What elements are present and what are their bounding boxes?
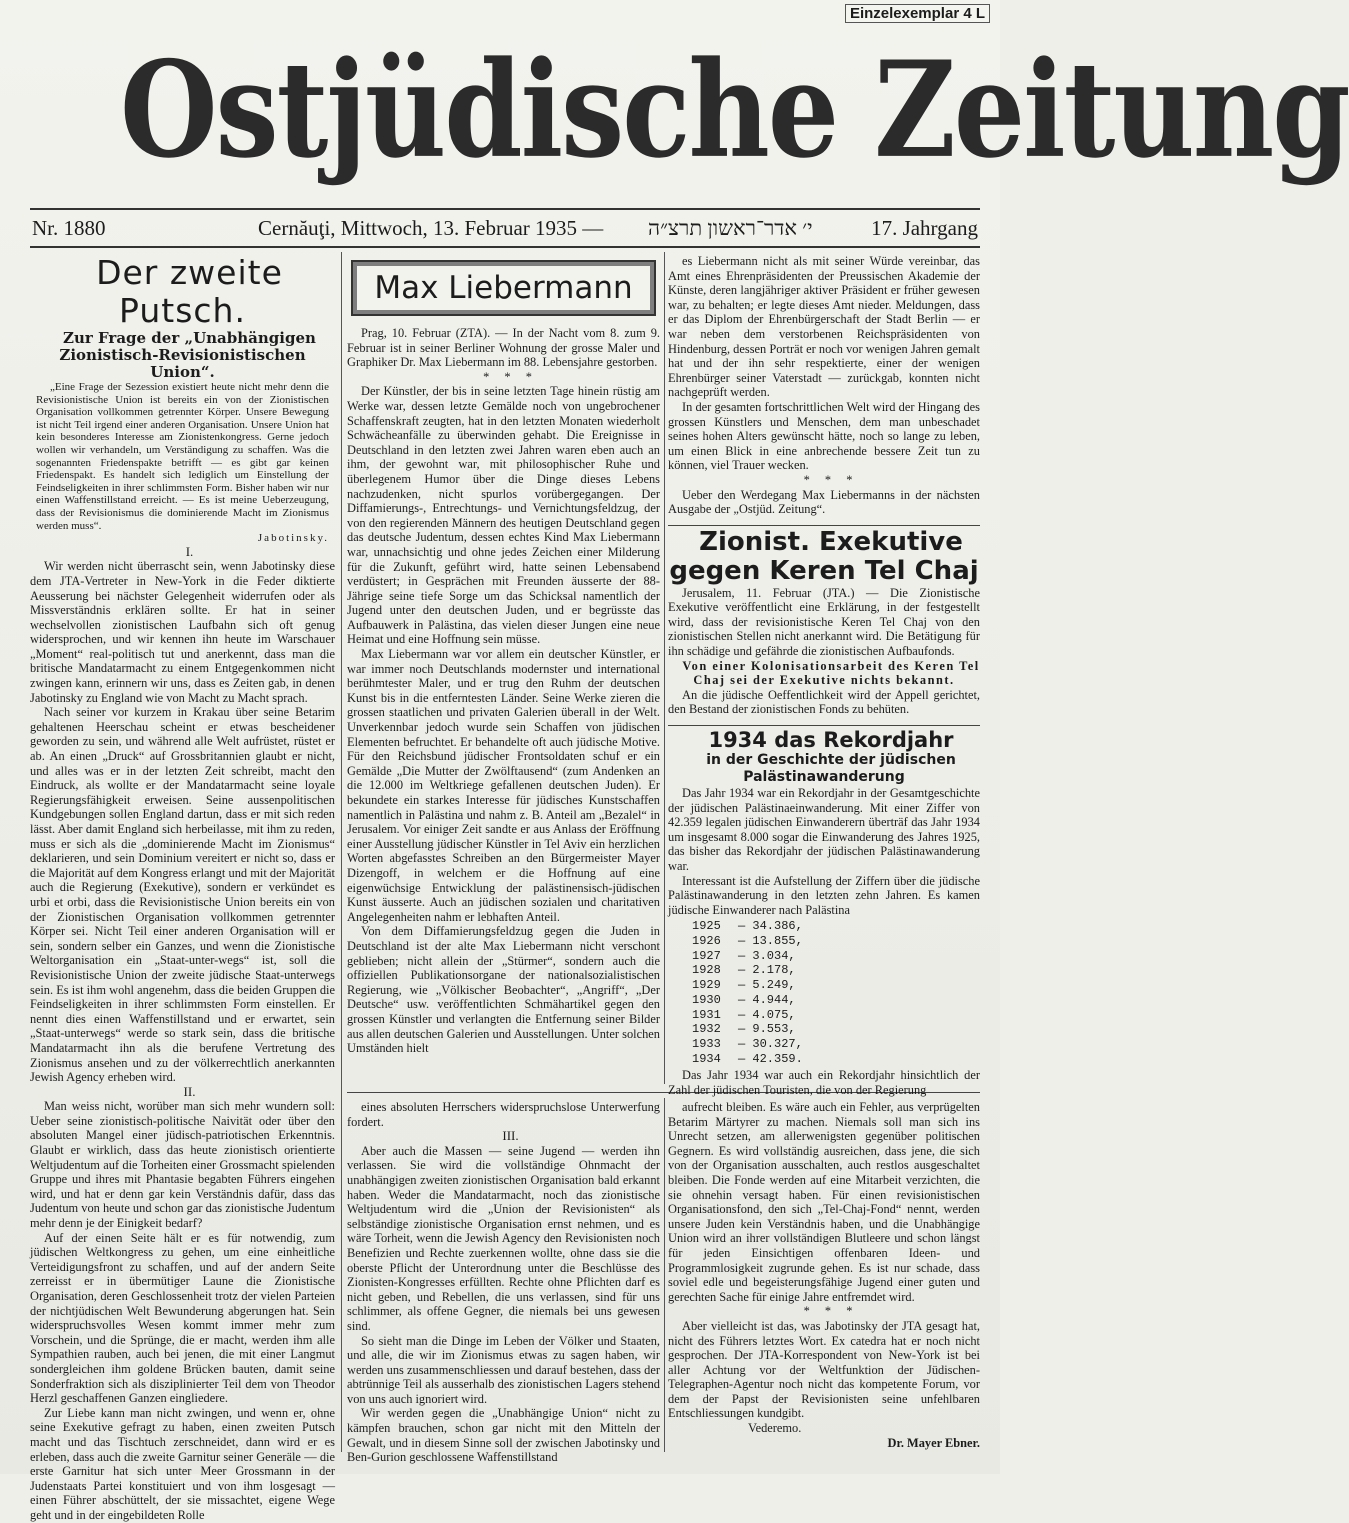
stats-year: 1931: [692, 1007, 721, 1022]
stats-row: [692, 1037, 980, 1052]
epigraph-author: Jabotinsky.: [257, 532, 329, 545]
paragraph: Aber auch die Massen — seine Jugend — werden ihn verlassen. Sie wird die vollständige Ohnmacht der unabhängigen zweiten zionistischen Organisation bald erkannt haben. Weder die Mandatarmacht, noch das zionistische Weltjudentum wird die „Union der Revisionisten“ als selbständige zionistische Organisation ernst nehmen, und es wäre Torheit, wenn die Jewish Agency den Revisionisten noch Benefizien und Rechte zuerkennen wollte, ohne dass sie die oberste Pflicht der Unterordnung unter die Beschlüsse des Zionisten-Kongresses erfüllten. Rechte ohne Pflichten darf es nicht geben, und Rebellen, die uns verlassen, sind für uns schlimmer, als offene Gegner, die niemals bei uns gewesen sind.: [347, 1143, 660, 1333]
lead-paragraph: Prag, 10. Februar (ZTA). — In der Nacht vom 8. zum 9. Februar ist in seiner Berliner Wohnung der grosse Maler und Graphiker Dr. Max Liebermann im 88. Lebensjahre gestorben.: [347, 326, 660, 370]
stats-value: — 34.386,: [738, 919, 803, 934]
separator-stars: * * *: [483, 369, 538, 384]
stats-year: 1925: [692, 919, 721, 934]
stats-row: [692, 919, 980, 934]
stats-year: 1934: [692, 1051, 721, 1066]
continuation-middle: [347, 1100, 660, 1465]
stats-row: [692, 1052, 980, 1067]
place-date: Cernăuţi, Mittwoch, 13. Februar 1935 —: [258, 216, 604, 240]
paragraph: Der Künstler, der bis in seine letzten Tage hinein rüstig am Werke war, dessen letzte Gemälde noch von ungebrochener Schaffenskraft zeugten, hat in den letzten Monaten wiederholt Schwächeanfälle zu überwinden gehabt. Die Ereignisse in Deutschland in den letzten zwei Jahren waren eben auch an ihm, der gewohnt war, mit philosophischer Ruhe und überlegenem Humor über die Dinge dieses Lebens nachzudenken, nicht spurlos vorübergegangen. Der Diffamierungs-, Entrechtungs- und Vernichtungsfeldzug, der von den regierenden Männern des heutigen Deutschland gegen das deutsche Judentum, dessen echtes Kind Max Liebermann war, unnachsichtig und ohne jedes Zeichen einer Milderung für die Zukunft, geführt wird, hatte seinen Lebensabend verdüstert; in Gesprächen mit Freunden äusserte der 88-Jährige seine tiefe Sorge um das Schicksal namentlich der Jugend unter den deutschen Juden, und er begrüsste das Aufbauwerk in Palästina, das vielen dieser Jungen eine neue Heimat und eine Hoffnung sein müsse.: [347, 384, 660, 647]
paragraph: aufrecht bleiben. Es wäre auch ein Fehler, aus verprügelten Betarim Märtyrer zu machen. Niemals soll man sich ins Unrecht setzen, am allerwenigsten gegenüber politischen Gegnern. Es wird vollständig ausreichen, dass jene, die sich von der Organisation ausschalten, auch restlos ausgeschaltet bleiben. Die Fonde werden auf eine Mitarbeit verzichten, die sie ohnehin versagt haben. Für einen revisionistischen Organisationsfond, den sich „Tel-Chaj-Fond“ nennt, werden unsere Juden kein Verständnis haben, und die Unabhängige Union wird an ihrer vollständigen Blutleere und schon längst für jeden Einsichtigen offenbaren Ideen- und Programmlosigkeit zugrunde gehen. Es ist nur schade, dass soviel edle und begeisterungsfähige Jugend einer guten und gerechten Sache für einige Jahre entfremdet wird.: [668, 1100, 980, 1304]
article-putsch: [30, 253, 335, 1522]
closing-word: Vederemo.: [748, 1421, 802, 1436]
column-right-top: [668, 254, 980, 1097]
paragraph: Max Liebermann war vor allem ein deutscher Künstler, er war immer noch Deutschlands modernster und international berühmtester Maler, und er trug den Ruhm der deutschen Kunst bis in die entferntesten Länder. Seine Werke zieren die grossen staatlichen und privaten Galerien überall in der Welt. Unverkennbar jedoch wurde sein Schaffen von jüdischen Elementen befruchtet. Er behandelte oft auch jüdische Motive. Für den Reichsbund jüdischer Frontsoldaten schuf er ein Gemälde „Die Mutter der Zwölftausend“ (zum Andenken an die 12.000 im Weltkriege gefallenen deutschen Juden). Er bekundete ein starkes Interesse für jüdisches Kunstschaffen namentlich in Palästina und nahm z. B. Anteil am „Bezalel“ in Jerusalem. Vor einiger Zeit sandte er aus Anlass der Eröffnung einer Ausstellung jüdischer Künstler in Tel Aviv ein herzlichen Worten abgefasstes Schreiben an den Bürgermeister Mayer Dizengoff, in welchem er die Hoffnung auf eine eigenwüchsige Entwicklung der palästinensisch-jüdischen Kunst äusserte. Auch an jüdischen sozialen und charitativen Angelegenheiten nahm er lebhaften Anteil.: [347, 647, 660, 924]
masthead-title: Ostjüdische Zeitung: [120, 33, 1349, 188]
stats-row: [692, 963, 980, 978]
paragraph: So sieht man die Dinge im Leben der Völker und Staaten, und alle, die wir im Zionismus etwas zu sagen haben, wir werden uns zusammenschliessen und darauf bestehen, dass der abtrünnige Teil als ausserhalb des zionistischen Lagers stehend von uns auch ignoriert wird.: [347, 1333, 660, 1406]
article-divider: [668, 525, 980, 526]
paragraph: Von dem Diffamierungsfeldzug gegen die Juden in Deutschland ist der alte Max Liebermann nicht verschont geblieben; nicht allein der „Stürmer“, sondern auch die offiziellen Publikationsorgane der nationalsozialistischen Regierung, wie „Völkischer Beobachter“, „Angriff“, „Der Deutsche“ usw. veröffentlichten Schmähartikel gegen den grossen Künstler und verlangten die Entfernung seiner Bilder aus allen deutschen Galerien und Ausstellungen. Unter solchen Umständen hielt: [347, 924, 660, 1056]
stats-value: — 4.944,: [738, 992, 796, 1007]
paragraph: eines absoluten Herrschers widerspruchslose Unterwerfung fordert.: [347, 1100, 660, 1129]
separator-stars: * * *: [803, 472, 859, 487]
immigration-stats-list: [692, 919, 980, 1066]
paragraph: Man weiss nicht, worüber man sich mehr wundern soll: Ueber seine zionistisch-politische Naivität oder über den absoluten Mangel einer jüdisch-patriotischen Erkenntnis. Glaubt er wirklich, dass das heute zionistisch orientierte Weltjudentum auf die Torheiten einer Grossmacht spielenden Gruppe und ihres mit Phantasie begabten Führers eingehen wird, und hat er denn gar kein Verständnis dafür, dass das Judentum von heute und schon gar das zionistische Judentum mehr denn je der Einigkeit bedarf?: [30, 1099, 335, 1231]
masthead-rule-bottom: [30, 246, 980, 248]
price-label: Einzelexemplar 4 L: [845, 4, 990, 23]
stats-row: [692, 949, 980, 964]
emphasis-paragraph: Von einer Kolonisationsarbeit des Keren Tel Chaj sei der Exekutive nichts bekannt.: [682, 658, 980, 688]
section-number: III.: [502, 1128, 519, 1144]
section-number: I.: [185, 543, 194, 559]
article-subtitle: Zur Frage der „Unabhängigen Zionistisch-Revisionistischen Union“.: [59, 329, 316, 381]
article-title: Der zweite Putsch.: [96, 253, 283, 330]
article-title: Zionist. Exekutive gegen Keren Tel Chaj: [669, 526, 979, 586]
paragraph: Auf der einen Seite hält er es für notwendig, zum jüdischen Weltkongress zu gehen, um eine einheitliche Verteidigungsfront zu schaffen, und auf der andern Seite zerreisst er in übermütiger Laune die Zionistische Organisation, deren Geschlossenheit trotz der vielen Parteien der nichtjüdischen Welt Bewunderung abgerungen hat. Sein widerspruchsvolles Wesen kommt immer mehr zum Vorschein, und die Sprünge, die er macht, werden ihm alle Sympathien rauben, auch bei jenen, die mit einer Langmut sondergleichen ihm goldene Brücken bauten, damit seine Sonderfraktion sich als disziplinierter Teil dem von Theodor Herzl geschaffenen Ganzen eingliedere.: [30, 1230, 335, 1406]
hebrew-date: י׳ אדר־ראשון תרצ״ה: [648, 216, 813, 240]
dateline: [30, 214, 980, 244]
stats-year: 1928: [692, 963, 721, 978]
continuation-right: [668, 1100, 980, 1452]
article-subtitle: in der Geschichte der jüdischen Palästinawanderung: [706, 752, 956, 786]
boxed-headline: [351, 260, 656, 316]
issue-number: Nr. 1880: [32, 216, 106, 240]
stats-row: [692, 934, 980, 949]
paragraph: Aber vielleicht ist das, was Jabotinsky der JTA gesagt hat, nicht des Führers letztes Wort. Ex catedra hat er noch nicht gesprochen. Der JTA-Korrespondent von New-York ist bei aller Achtung vor der Weltfunktion der Jüdischen-Telegraphen-Agentur noch nicht das kompetente Forum, vor dem der Papst der Revisionisten seine unfehlbaren Entschliessungen kundgibt.: [668, 1318, 980, 1421]
stats-value: — 4.075,: [738, 1007, 796, 1022]
stats-value: — 13.855,: [738, 934, 803, 949]
stats-year: 1933: [692, 1037, 721, 1051]
stats-year: 1927: [692, 948, 721, 963]
stats-row: [692, 1022, 980, 1037]
article-liebermann: [347, 254, 660, 1084]
stats-year: 1930: [692, 992, 721, 1007]
article-title: Max Liebermann: [357, 266, 650, 310]
paragraph: Interessant ist die Aufstellung der Ziffern über die jüdische Palästinawanderung in den letzten zehn Jahren. Es kamen jüdische Einwanderer nach Palästina: [668, 873, 980, 917]
stats-value: — 3.034,: [738, 948, 796, 963]
stats-value: — 5.249,: [738, 978, 796, 993]
stats-value: — 9.553,: [738, 1022, 796, 1037]
stats-year: 1932: [692, 1022, 721, 1037]
stats-value: — 30.327,: [738, 1037, 803, 1051]
stats-row: [692, 993, 980, 1008]
note: Ueber den Werdegang Max Liebermanns in der nächsten Ausgabe der „Ostjüd. Zeitung“.: [668, 487, 980, 517]
paragraph: Wir werden nicht überrascht sein, wenn Jabotinsky diese dem JTA-Vertreter in New-York in die Feder diktierte Aeusserung bei nächster Gelegenheit widerrufen oder als Missverständnis erklären sollte. Er hat in seiner wechselvollen zionistischen Laufbahn sich oft genug widersprochen, und wir kennen ihn heute im Warschauer „Moment“ real-politisch tut und anerkennt, dass man die britische Mandatarmacht zu einem Entgegenkommen nicht zwingen kann, erinnern wir uns, dass es Zeiten gab, in denen Jabotinsky zu England wie von Macht zu Macht sprach.: [30, 559, 335, 705]
stats-year: 1929: [692, 978, 721, 993]
author-signature: Dr. Mayer Ebner.: [887, 1435, 980, 1450]
epigraph-quote: „Eine Frage der Sezession existiert heute nicht mehr denn die Revisionistische Union ist bereits ein von der Zionistischen Organisation vollkommen getrennter Körper. Unsere Bewegung ist nicht Teil irgend einer anderen Organisation. Unsere Union hat kein besonderes Interesse am Zionistenkongress. Gerne jedoch wollen wir verhandeln, um Verständigung zu schaffen. Was die sogenannten Friedenspakte betrifft — es gibt gar keinen Friedenspakt. Es handelt sich lediglich um Einstellung der Feindseligkeiten in ihrer schlimmsten Form. Bisher haben wir nur einen Waffenstillstand erreicht. — Es ist meine Ueberzeugung, dass der Revisionismus die dominierende Macht im Zionismus werden muss“.: [36, 381, 329, 532]
stats-row: [692, 1008, 980, 1023]
stats-value: — 2.178,: [738, 963, 796, 978]
stats-year: 1926: [692, 934, 721, 949]
paragraph: Nach seiner vor kurzem in Krakau über seine Betarim gehaltenen Heerschau scheint er etwas bescheidener geworden zu sein, und während alle Welt aufrüstet, rüstet er ab. An einen „Druck“ auf Grossbritannien glaubt er nicht, und alles was er in der letzten Zeit schreibt, macht den Eindruck, als wollte er der Mandatarmacht seine loyale Regierungsfähigkeit erweisen. Seine aussenpolitischen Kundgebungen sollen England dartun, dass er mit sich reden lässt. Aber damit England sich herbeilasse, mit ihm zu reden, muss er sich als die „dominierende Macht im Zionismus“ deklarieren, und sein Dominium vereitert er nicht so, dass er die Majorität auf dem Kongress erlangt und mit der Majorität auch die Regierung (Exekutive), sondern er verkündet es urbi et orbi, dass die Revisionistische Union bereits ein von der Zionistischen Organisation vollkommen getrennter Körper sei. Nicht Teil einer anderen Organisation will er sein, sondern selber ein Ganzes, und wenn die Zionistische Weltorganisation ein „Staat-unter-wegs“ ist, soll die Revisionistische Union der zweite jüdische Staat-unterwegs sein. Es ist ihm wohl angenehm, dass die beiden Gruppen die Feindseligkeiten in ihrer schlimmsten Form einstellen. Er nennt dies einen Waffenstillstand und er erwartet, sein „Staat-unterwegs“ werde so stark sein, dass die britische Mandatarmacht ihn als die berufene Vertretung des Zionismus ansehen und zu der völkerrechtlich anerkannten Jewish Agency erheben wird.: [30, 705, 335, 1085]
article-divider: [668, 725, 980, 726]
paragraph: An die jüdische Oeffentlichkeit wird der Appell gerichtet, den Bestand der zionistischen Fonds zu behüten.: [668, 687, 980, 717]
paragraph: Das Jahr 1934 war ein Rekordjahr in der Gesamtgeschichte der jüdischen Palästinaeinwanderung. Mit einer Ziffer von 42.359 legalen jüdischen Einwanderern überträf das Jahr 1934 um insgesamt 8.000 sogar die Einwanderung des Jahres 1925, das bisher das Rekordjahr der jüdischen Palästinawanderung war.: [668, 786, 980, 873]
section-number: II.: [183, 1083, 196, 1099]
paragraph: Wir werden gegen die „Unabhängige Union“ nicht zu kämpfen brauchen, schon gar nicht mit den Mitteln der Gewalt, und in diesem Sinne soll der zwischen Jabotinsky und Ben-Gurion geschlossene Waffenstillstand: [347, 1406, 660, 1465]
paragraph: In der gesamten fortschrittlichen Welt wird der Hingang des grossen Künstlers und Menschen, dem man unbeschadet seines hohen Alters gewünscht hätte, noch so lange zu leben, um einen Blick in eine anbrechende bessere Zeit tun zu können, viel Trauer wecken.: [668, 399, 980, 473]
column-divider: [664, 252, 665, 1084]
column-divider: [341, 252, 342, 1452]
masthead-rule-top: [30, 208, 980, 210]
paragraph: Jerusalem, 11. Februar (JTA.) — Die Zionistische Exekutive veröffentlicht eine Erklärung, in der festgestellt wird, dass der revisionistische Keren Tel Chaj von den zionistischen Stellen nicht anerkannt wird. Die Betätigung für ihn schädige und gefährde die zionistischen Aufbaufonds.: [668, 585, 980, 659]
paragraph: Das Jahr 1934 war auch ein Rekordjahr hinsichtlich der Zahl der jüdischen Touristen, die von der Regierung: [668, 1068, 980, 1097]
separator-stars: * * *: [803, 1304, 859, 1319]
paragraph: es Liebermann nicht als mit seiner Würde vereinbar, das Amt eines Ehrenpräsidenten der Preussischen Akademie der Künste, deren langjähriger aktiver Präsident er früher gewesen war, zu behalten; er legte dieses Amt nieder. Meldungen, dass er das Diplom der Ehrenbürgerschaft der Stadt Berlin — er war neben dem verstorbenen Reichspräsidenten von Hindenburg, dessen Porträt er noch vor wenigen Jahren gemalt hat und der ihn sehr respektierte, einer der wenigen Ehrenbürger seiner Vaterstadt — zurückgab, konnten nicht nachgeprüft werden.: [668, 254, 980, 400]
stats-row: [692, 978, 980, 993]
volume-label: 17. Jahrgang: [871, 216, 978, 240]
article-title: 1934 das Rekordjahr: [708, 728, 954, 753]
paragraph: Zur Liebe kann man nicht zwingen, und wenn er, ohne seine Exekutive gefragt zu haben, einen zweiten Putsch macht und das Tischtuch zerschneidet, dann wird er es erleben, dass auch die zweite Garnitur seiner Generäle — die erste Garnitur hat sich unter Meer Grossmann in der Judenstaats Partei konstituiert und von ihm losgesagt — einen Führer abschüttelt, der sie missachtet, eigene Wege geht und in der eingebildeten Rolle: [30, 1405, 335, 1522]
column-divider: [664, 1098, 665, 1452]
stats-value: — 42.359.: [738, 1051, 803, 1066]
